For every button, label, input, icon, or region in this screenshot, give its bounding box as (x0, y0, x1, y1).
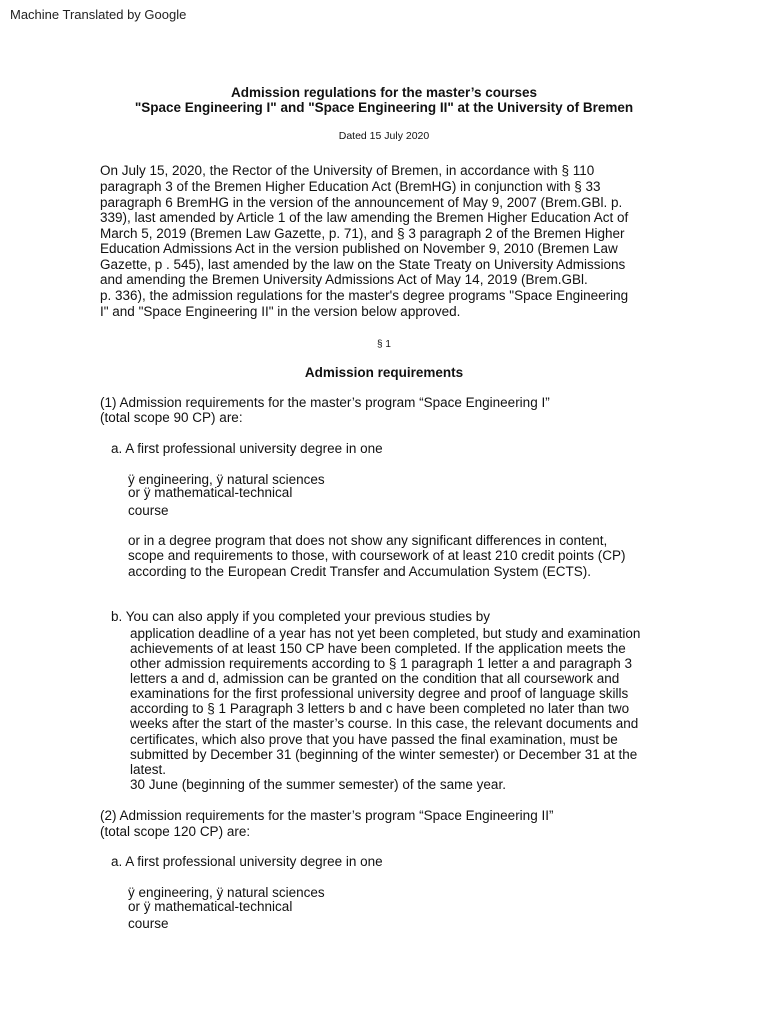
intro-line: Education Admissions Act in the version published on November 9, 2010 (Bremen Law (100, 241, 618, 256)
item-b-line: certificates, which also prove that you have passed the final examination, must be (130, 732, 618, 747)
intro-line: March 5, 2019 (Bremen Law Gazette, p. 71), and § 3 paragraph 2 of the Bremen Higher (100, 226, 625, 241)
intro-line: paragraph 3 of the Bremen Higher Education Act (BremHG) in conjunction with § 33 (100, 179, 601, 194)
intro-line: On July 15, 2020, the Rector of the University of Bremen, in accordance with § 110 (100, 163, 595, 178)
paragraph-2-scope: (total scope 120 CP) are: (100, 824, 251, 839)
document-date: Dated 15 July 2020 (338, 130, 430, 142)
intro-line: and amending the Bremen University Admissions Act of May 14, 2019 (Brem.GBl. (100, 272, 588, 287)
item-a-option: ÿ engineering, ÿ natural sciences (128, 472, 325, 487)
item-b-line: weeks after the start of the master’s course. In this case, the relevant documents and (130, 716, 639, 731)
item-a-option: or ÿ mathematical-technical (128, 485, 293, 500)
item-b-line: application deadline of a year has not yet been completed, but study and examination (130, 626, 641, 641)
item-b-line: examinations for the first professional university degree and proof of language skills (130, 686, 629, 701)
intro-line: 339), last amended by Article 1 of the law amending the Bremen Higher Education Act of (100, 210, 629, 225)
intro-line: Gazette, p . 545), last amended by the law on the State Treaty on University Admissions (100, 257, 626, 272)
item-a-continuation: or in a degree program that does not show any significant differences in content, (128, 533, 608, 548)
item-a-intro: a. A first professional university degree in one (111, 441, 383, 456)
machine-translation-banner: Machine Translated by Google (10, 7, 187, 22)
item-a-option: ÿ engineering, ÿ natural sciences (128, 885, 325, 900)
item-a-option: or ÿ mathematical-technical (128, 899, 293, 914)
item-b-line: according to § 1 Paragraph 3 letters b and c have been completed no later than two (130, 701, 630, 716)
item-a-continuation: scope and requirements to those, with coursework of at least 210 credit points (CP) (128, 548, 626, 563)
item-a-intro: a. A first professional university degree in one (111, 854, 383, 869)
section-title: Admission requirements (304, 365, 464, 380)
item-b-line: achievements of at least 150 CP have been completed. If the application meets the (130, 641, 626, 656)
intro-line: paragraph 6 BremHG in the version of the announcement of May 9, 2007 (Brem.GBl. p. (100, 195, 623, 210)
document-title-line-1: Admission regulations for the master’s courses (230, 85, 538, 100)
item-b-intro: b. You can also apply if you completed your previous studies by (111, 609, 490, 624)
paragraph-1-scope: (total scope 90 CP) are: (100, 410, 243, 425)
item-b-line: 30 June (beginning of the summer semester) of the same year. (130, 777, 506, 792)
intro-line: p. 336), the admission regulations for the master's degree programs "Space Engineering (100, 288, 629, 303)
intro-line: I" and "Space Engineering II" in the version below approved. (100, 304, 461, 319)
item-a-option: course (128, 916, 169, 931)
item-b-line: latest. (130, 762, 167, 777)
section-mark: § 1 (377, 339, 391, 350)
document-title-line-2: "Space Engineering I" and "Space Engineering II" at the University of Bremen (134, 100, 634, 115)
item-b-line: submitted by December 31 (beginning of the winter semester) or December 31 at the (130, 747, 638, 762)
item-b-line: other admission requirements according to § 1 paragraph 1 letter a and paragraph 3 (130, 656, 633, 671)
paragraph-1-heading: (1) Admission requirements for the master’s program “Space Engineering I” (100, 395, 550, 410)
paragraph-2-heading: (2) Admission requirements for the master’s program “Space Engineering II” (100, 808, 554, 823)
item-a-option: course (128, 503, 169, 518)
item-b-line: letters a and d, admission can be granted on the condition that all coursework and (130, 671, 620, 686)
item-a-continuation: according to the European Credit Transfer and Accumulation System (ECTS). (128, 564, 591, 579)
